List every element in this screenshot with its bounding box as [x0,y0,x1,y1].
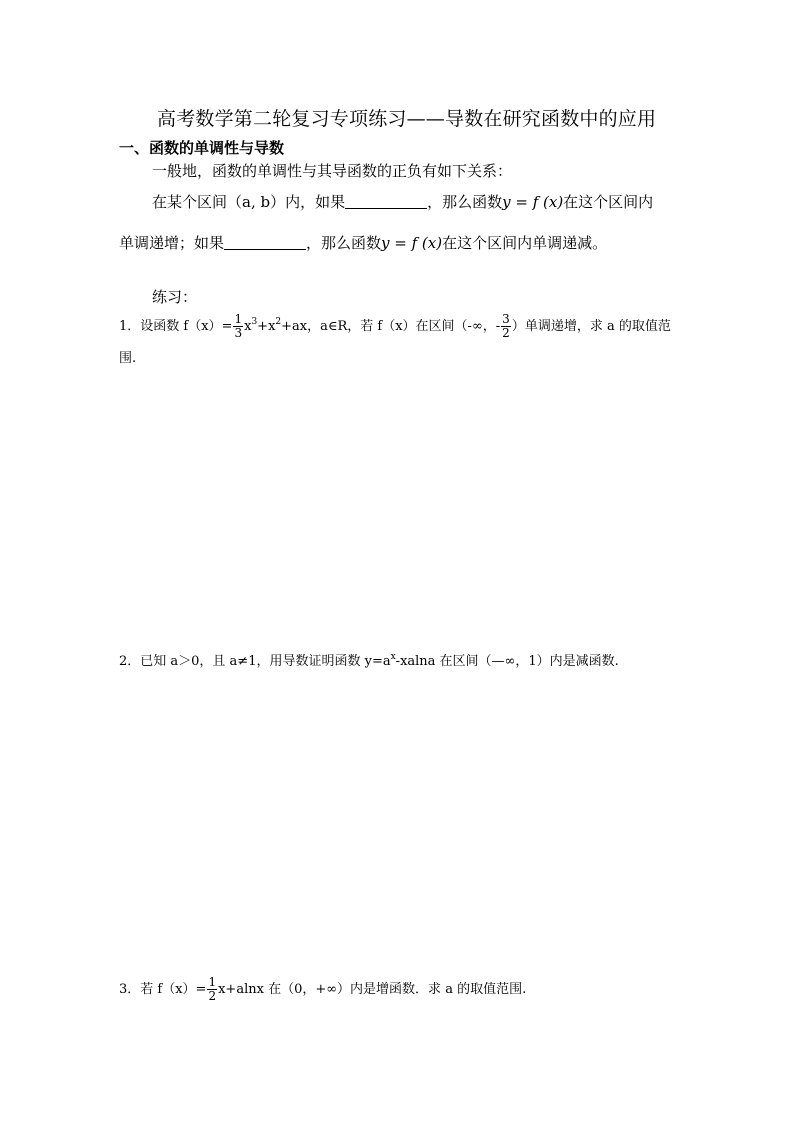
function-expression: y = f (x) [381,234,443,252]
practice-label: 练习： [152,288,198,306]
question-1-continued: 围. [119,351,137,366]
question-2: 2．已知 a＞0，且 a≠1，用导数证明函数 $y=a^x$-xalna 在区间（—∞，1）内是减函数. [119,652,619,669]
question-1: 1．设函数 f（x）= $\frac{1}{3}$ $x^3+x^2+ax$，a∈R，若 f（x）在区间（-∞，- $\frac{3}{2}$ ）单调递增，求 a 的取值范 [119,312,671,340]
fraction: $\frac{1}{2}$ [208,975,217,1003]
blank-1 [345,194,427,209]
definition-line-1: 在某个区间（a, b）内，如果 ，那么函数y = f (x)在这个区间内 [152,193,654,211]
section-intro: 一般地，函数的单调性与其导函数的正负有如下关系： [152,162,513,180]
function-expression: y = f (x) [502,193,564,211]
blank-2 [224,235,306,250]
fraction: $\frac{3}{2}$ [502,312,510,340]
page-title: 高考数学第二轮复习专项练习——导数在研究函数中的应用 [157,108,657,130]
question-3: 3．若 f（x）= $\frac{1}{2}$ x+alnx 在（0，+∞）内是增函数．求 a 的取值范围. [119,975,527,1003]
section-heading: 一、函数的单调性与导数 [119,139,285,157]
definition-line-2: 单调递增；如果 ，那么函数y = f (x)在这个区间内单调递减。 [119,234,608,252]
fraction: $\frac{1}{3}$ [234,312,243,340]
